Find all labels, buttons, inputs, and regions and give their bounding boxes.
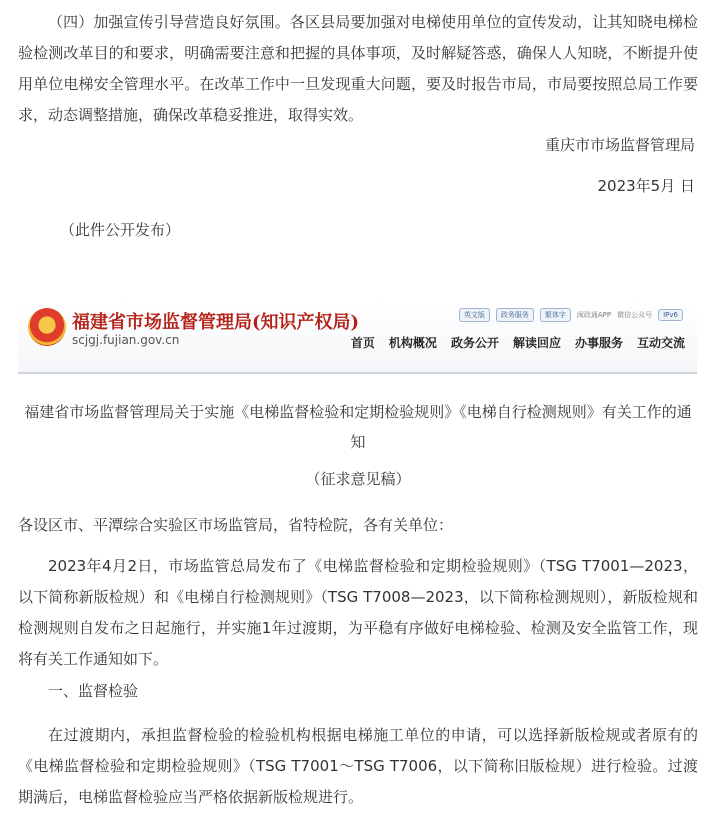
link-traditional[interactable]: 繁体字 <box>540 308 571 322</box>
nav-services[interactable]: 办事服务 <box>574 336 623 350</box>
issuer: 重庆市市场监督管理局 <box>544 136 695 154</box>
issue-date: 2023年5月 日 <box>597 177 695 195</box>
section-body: 在过渡期内，承担监督检验的检验机构根据电梯施工单位的申请，可以选择新版检规或者原有的《电梯监督检验和定期检验规则》（TSG T7001～TSG T7006，以下简称旧版检规）进行检验。过渡期满后，电梯监督检验应当严格依据新版检规进行。 <box>18 726 698 806</box>
link-app[interactable]: 闽政通APP <box>576 311 612 319</box>
link-gov-service[interactable]: 政务服务 <box>496 308 534 322</box>
notice-subtitle: （征求意见稿） <box>305 470 411 488</box>
nav-home[interactable]: 首页 <box>350 336 375 350</box>
notice-title: 福建省市场监督管理局关于实施《电梯监督检验和定期检验规则》《电梯自行检测规则》有关工作的通知 <box>24 403 692 451</box>
nav-interact[interactable]: 互动交流 <box>636 336 685 350</box>
nav-about[interactable]: 机构概况 <box>388 336 437 350</box>
cq-paragraph: （四）加强宣传引导营造良好氛围。各区县局要加强对电梯使用单位的宣传发动，让其知晓电梯检验检测改革目的和要求，明确需要注意和把握的具体事项，及时解疑答惑，确保人人知晓，不断提升使用单位电梯安全管理水平。在改革工作中一旦发现重大问题，要及时报告市局，市局要按照总局工作要求，动态调整措施，确保改革稳妥推进，取得实效。 <box>18 13 698 124</box>
section-heading: 一、监督检验 <box>48 682 139 700</box>
nav-interpret[interactable]: 解读回应 <box>512 336 561 350</box>
link-ipv6[interactable]: IPv6 <box>658 309 683 321</box>
nav-gov-open[interactable]: 政务公开 <box>450 336 499 350</box>
intro-paragraph: 2023年4月2日，市场监管总局发布了《电梯监督检验和定期检验规则》（TSG T7001—2023，以下简称新版检规）和《电梯自行检测规则》（TSG T7008—2023，以下简称检测规则），新版检规和检测规则自发布之日起施行，并实施1年过渡期，为平稳有序做好电梯检验、检测及安全监管工作，现将有关工作通知如下。 <box>18 557 698 668</box>
emblem-icon <box>28 308 66 346</box>
site-title[interactable]: 福建省市场监督管理局(知识产权局) <box>72 312 360 333</box>
site-url[interactable]: scjgj.fujian.gov.cn <box>72 333 180 347</box>
main-nav <box>351 334 685 351</box>
addressee: 各设区市、平潭综合实验区市场监管局，省特检院，各有关单位： <box>18 516 454 534</box>
link-wechat[interactable]: 微信公众号 <box>617 311 653 319</box>
top-links <box>459 308 683 322</box>
public-note: （此件公开发布） <box>60 221 181 239</box>
site-banner <box>18 300 697 374</box>
link-english[interactable]: 英文版 <box>459 308 490 322</box>
